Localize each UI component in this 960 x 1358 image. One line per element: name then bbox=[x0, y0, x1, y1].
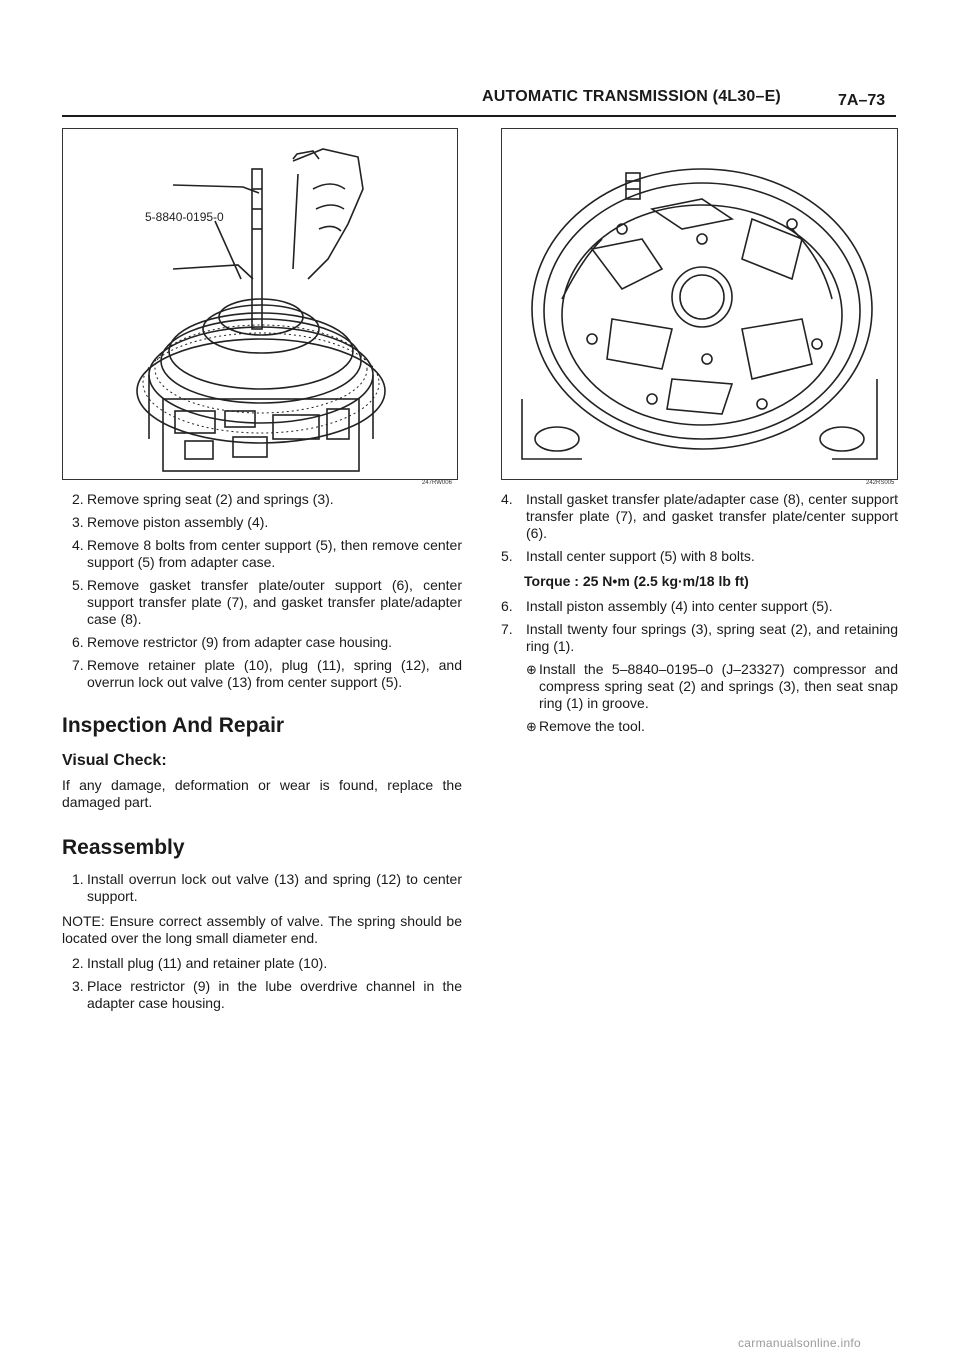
list-item: 2. Install plug (11) and retainer plate (10). bbox=[72, 955, 328, 971]
list-item: 3. Place restrictor (9) in the lube overdrive channel in the adapter case housing. bbox=[72, 978, 462, 1011]
inspection-heading: Inspection And Repair bbox=[62, 714, 285, 737]
list-item: 3. Remove piston assembly (4). bbox=[72, 514, 269, 530]
list-item: 6. Remove restrictor (9) from adapter case housing. bbox=[72, 634, 393, 650]
list-item: 7. Remove retainer plate (10), plug (11), spring (12), and overrun lock out valve (13) from center support (5). bbox=[72, 657, 462, 690]
page-number: 7A–73 bbox=[838, 92, 886, 109]
torque-spec: Torque : 25 N•m (2.5 kg·m/18 lb ft) bbox=[524, 573, 749, 589]
compressor-illustration bbox=[63, 129, 457, 479]
figure-center-support bbox=[501, 128, 898, 480]
right-column bbox=[501, 491, 898, 741]
list-item: 6. Install piston assembly (4) into center support (5). bbox=[501, 598, 833, 614]
list-item: 5. Install center support (5) with 8 bolts. bbox=[501, 548, 755, 564]
header-rule bbox=[62, 115, 896, 117]
left-column bbox=[62, 491, 462, 1018]
bullet-item: ⊕ Remove the tool. bbox=[526, 718, 645, 734]
figure-code-left: 247RW006 bbox=[422, 480, 452, 486]
visual-check-text: If any damage, deformation or wear is found, replace the damaged part. bbox=[62, 777, 462, 810]
bullet-icon: ⊕ bbox=[526, 719, 537, 734]
center-support-illustration bbox=[502, 129, 897, 479]
list-item: 7. Install twenty four springs (3), spring seat (2), and retaining ring (1). bbox=[501, 621, 898, 654]
list-item: 4. Install gasket transfer plate/adapter case (8), center support transfer plate (7), and gasket transfer plate/center support (6). bbox=[501, 491, 898, 541]
bullet-item: ⊕ Install the 5–8840–0195–0 (J–23327) compressor and compress spring seat (2) and springs (3), then seat snap ring (1) in groove. bbox=[526, 661, 898, 711]
list-item: 5. Remove gasket transfer plate/outer support (6), center support transfer plate (7), and gasket transfer plate/adapter case (8). bbox=[72, 577, 462, 627]
figure-compressor-tool bbox=[62, 128, 458, 480]
header-title: AUTOMATIC TRANSMISSION (4L30–E) bbox=[482, 88, 781, 105]
list-item: 2. Remove spring seat (2) and springs (3). bbox=[72, 491, 334, 507]
reassembly-heading: Reassembly bbox=[62, 836, 185, 859]
figure-code-right: 242RS005 bbox=[866, 480, 895, 486]
note-text: NOTE: Ensure correct assembly of valve. The spring should be located over the long small diameter end. bbox=[62, 913, 462, 946]
visual-check-heading: Visual Check: bbox=[62, 752, 167, 769]
list-item: 1. Install overrun lock out valve (13) and spring (12) to center support. bbox=[72, 871, 462, 904]
list-item: 4. Remove 8 bolts from center support (5), then remove center support (5) from adapter case. bbox=[72, 537, 462, 570]
tool-callout: 5-8840-0195-0 bbox=[145, 210, 224, 224]
bullet-icon: ⊕ bbox=[526, 662, 537, 677]
watermark: carmanualsonline.info bbox=[738, 1336, 862, 1350]
